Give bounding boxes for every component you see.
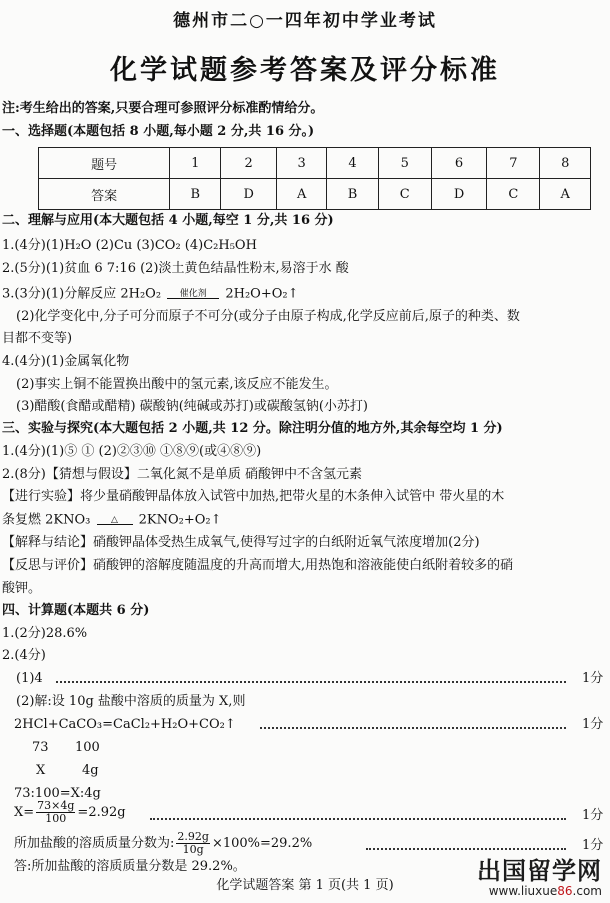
s4-proportion: 73:100=X:4g [14,786,101,801]
table-cell: 8 [540,148,591,179]
table-cell: B [327,179,378,210]
s2-q4-line3: (3)醋酸(食醋或醋精) 碳酸钠(纯碱或苏打)或碳酸氢钠(小苏打) [16,399,368,414]
url-suffix: .com [572,884,602,898]
percentage-result: ×100%=29.2% [211,836,313,851]
x-equals: X= [14,805,35,820]
heat-arrow [95,511,135,529]
numerator: 2.92g [177,830,209,843]
s4-step1: (1)4 [16,671,43,686]
s2-q3-product: 2H₂O+O₂↑ [225,286,299,302]
answer-table [38,147,591,210]
url-prefix: www.liuxue [488,884,558,898]
s4-step2: (2)解:设 10g 盐酸中溶质的质量为 X,则 [16,694,246,709]
s3-q2-line6: 酸钾。 [2,581,42,596]
s4-x-value [14,800,126,825]
s4-ratio-b: 100 [75,740,100,755]
table-cell: 5 [378,148,431,179]
score-label: 1分 [582,838,604,853]
table-cell: D [431,179,487,210]
s2-q1: 1.(4分)(1)H₂O (2)Cu (3)CO₂ (4)C₂H₅OH [2,238,257,253]
s2-q3-line2: (2)化学变化中,分子可分而原子不可分(或分子由原子构成,化学反应前后,原子的种类、数 [16,309,520,324]
s3-q2-line5: 【反思与评价】硝酸钾的溶解度随温度的升高而增大,用热饱和溶液能使白纸附着较多的硝 [2,558,514,573]
denominator: 100 [45,812,67,825]
table-cell: 4 [327,148,378,179]
table-cell: B [170,179,221,210]
table-cell: C [487,179,540,210]
s2-q3-equation [2,285,298,304]
s2-q3-line3: 目都不变等) [2,331,73,346]
s2-q2: 2.(5分)(1)贫血 6 7:16 (2)淡土黄色结晶性粉末,易溶于水 酸 [2,261,349,276]
table-cell: 3 [276,148,326,179]
s3-q2-line2: 【进行实验】将少量硝酸钾晶体放入试管中加热,把带火星的木条伸入试管中 带火星的木 [2,489,505,504]
s3-q2-product: 2KNO₂+O₂↑ [138,512,222,528]
s4-q1: 1.(2分)28.6% [2,626,88,641]
section1-heading: 一、选择题(本题包括 8 小题,每小题 2 分,共 16 分。) [2,124,315,139]
catalyst-arrow [165,285,221,303]
fraction [176,831,210,856]
page-footer: 化学试题答案 第 1 页(共 1 页) [216,878,394,893]
table-row-numbers [39,148,591,179]
s4-answer: 答:所加盐酸的溶质质量分数是 29.2%。 [14,859,246,874]
table-cell: 7 [487,148,540,179]
table-row-answers [39,179,591,210]
s3-q2-reactant: 条复燃 2KNO₃ [2,512,91,528]
dotted-leader [260,727,566,729]
row-label: 题号 [39,148,170,179]
catalyst-label: 催化剂 [179,289,207,299]
table-cell: 2 [221,148,277,179]
table-cell: C [378,179,431,210]
url-number: 86 [557,884,573,898]
x-result: =2.92g [77,805,126,820]
exam-header: 德州市二○一四年初中学业考试 [173,11,437,31]
score-label: 1分 [582,808,604,823]
s3-q1: 1.(4分)(1)⑤ ① (2)②③⑩ ①⑧⑨(或④⑧⑨) [2,444,262,459]
denominator: 10g [182,843,204,856]
numerator: 73×4g [37,799,75,812]
s3-q2-line3 [2,511,222,530]
table-cell: A [540,179,591,210]
table-cell: D [221,179,277,210]
s4-var-4g: 4g [82,763,99,778]
table-cell: A [276,179,326,210]
s4-q2: 2.(4分) [2,648,46,663]
dotted-leader [56,681,566,683]
s2-q4-line2: (2)事实上铜不能置换出酸中的氢元素,该反应不能发生。 [16,377,338,392]
s4-var-x: X [36,763,46,778]
heat-symbol: △ [111,515,118,525]
s4-ratio-a: 73 [32,740,49,755]
site-watermark [477,858,602,898]
table-cell: 1 [170,148,221,179]
dotted-leader [150,818,566,820]
s4-percentage [14,831,312,856]
section4-heading: 四、计算题(本题共 6 分) [2,603,150,618]
watermark-brand: 出国留学网 [477,857,602,885]
grading-note: 注:考生给出的答案,只要合理可参照评分标准酌情给分。 [2,101,324,116]
s4-equation: 2HCl+CaCO₃=CaCl₂+H₂O+CO₂↑ [14,717,236,732]
table-cell: 6 [431,148,487,179]
section3-heading: 三、实验与探究(本大题包括 2 小题,共 12 分。除注明分值的地方外,其余每空均 1 分) [2,421,503,436]
section2-heading: 二、理解与应用(本大题包括 4 小题,每空 1 分,共 16 分) [2,213,334,228]
s3-q2-line4: 【解释与结论】硝酸钾晶体受热生成氧气,使得写过字的白纸附近氧气浓度增加(2分) [2,535,480,550]
watermark-url [477,884,602,898]
score-label: 1分 [582,717,604,732]
fraction [36,800,75,825]
s3-q2-line1: 2.(8分)【猜想与假设】二氧化氮不是单质 硝酸钾中不含氢元素 [2,467,362,482]
percentage-label: 所加盐酸的溶质质量分数为: [14,836,175,851]
page-title: 化学试题参考答案及评分标准 [110,55,500,86]
s2-q3-reactant: 3.(3分)(1)分解反应 2H₂O₂ [2,286,162,302]
s2-q4-line1: 4.(4分)(1)金属氧化物 [2,354,130,369]
score-label: 1分 [582,671,604,686]
dotted-leader [366,848,566,850]
row-label: 答案 [39,179,170,210]
